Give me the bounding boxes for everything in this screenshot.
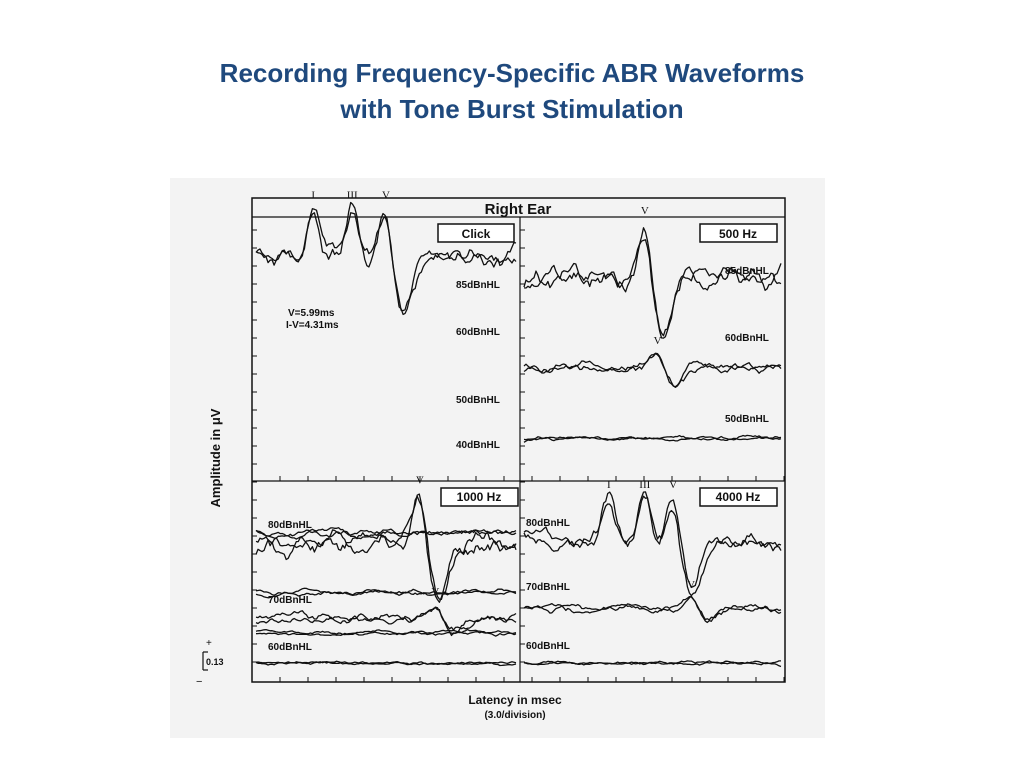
level-label-1000-60dBnHL: 60dBnHL [268, 642, 312, 653]
stimulus-label-click: Click [461, 227, 491, 241]
stimulus-box-1000hz [441, 488, 518, 506]
waveform-trace-500-60dBnHL-rep2 [524, 354, 781, 387]
stimulus-label-1000hz: 1000 Hz [456, 490, 502, 504]
slide-title-line-1: Recording Frequency-Specific ABR Waveforms [219, 58, 805, 88]
slide-title-line-2: with Tone Burst Stimulation [340, 94, 684, 124]
level-label-500-60dBnHL: 60dBnHL [725, 333, 769, 344]
level-label-click-60dBnHL: 60dBnHL [456, 327, 500, 338]
peak-label-click-V: V [382, 189, 390, 202]
stimulus-box-500hz [700, 224, 777, 242]
level-label-1000-70dBnHL: 70dBnHL [268, 595, 312, 606]
slide-title [0, 55, 1024, 127]
x-axis-sublabel: (3.0/division) [484, 710, 546, 721]
chart-title: Right Ear [484, 201, 552, 218]
waveform-traces [256, 203, 781, 667]
y-axis-label: Amplitude in μV [208, 408, 223, 508]
waveform-trace-1000-80dBnHL-rep2 [256, 494, 516, 602]
scale-bar-plus: + [206, 638, 212, 649]
axis-ticks [252, 230, 784, 682]
scale-bar-minus: − [196, 676, 203, 688]
level-label-click-85dBnHL: 85dBnHL [456, 280, 500, 291]
peak-label-4000-I: I [606, 479, 611, 491]
waveform-trace-1000-70dBnHL-rep1 [256, 608, 516, 630]
waveform-trace-1000-80dBnHL-rep1 [256, 496, 516, 599]
trace-labels [268, 190, 769, 654]
peak-label-500-V: V [653, 334, 662, 347]
level-label-500-50dBnHL: 50dBnHL [725, 414, 769, 425]
waveform-trace-500-60dBnHL-rep1 [524, 353, 781, 387]
peak-label-4000-V: V [669, 479, 678, 491]
level-label-4000-60dBnHL: 60dBnHL [526, 641, 570, 652]
stimulus-box-click [438, 224, 514, 242]
x-axis-label: Latency in msec [468, 693, 562, 707]
peak-label-click-III: III [346, 189, 358, 202]
peak-label-500-V: V [640, 205, 649, 217]
peak-label-1000-V: V [431, 586, 440, 599]
waveform-trace-500-85dBnHL-rep2 [524, 228, 781, 338]
amplitude-scale-bar [196, 638, 224, 688]
abr-waveform-chart [170, 178, 825, 738]
waveform-trace-4000-70dBnHL-rep2 [524, 596, 781, 620]
scale-bar-value: 0.13 [206, 657, 224, 667]
peak-label-click-I: I [311, 189, 316, 202]
stimulus-label-500hz: 500 Hz [718, 227, 758, 241]
peak-label-1000-V: V [415, 474, 424, 487]
level-label-4000-70dBnHL: 70dBnHL [526, 582, 570, 593]
level-label-500-85dBnHL: 85dBnHL [725, 266, 769, 277]
peak-label-4000-III: III [639, 479, 651, 491]
level-label-4000-80dBnHL: 80dBnHL [526, 518, 570, 529]
level-label-click-50dBnHL: 50dBnHL [456, 395, 500, 406]
peak-label-4000-V: V [687, 579, 696, 592]
annotation-i-v-interval: I-V=4.31ms [286, 320, 339, 331]
level-label-click-40dBnHL: 40dBnHL [456, 440, 500, 451]
waveform-trace-500-85dBnHL-rep1 [524, 240, 781, 336]
stimulus-box-4000hz [700, 488, 777, 506]
annotation-v-latency: V=5.99ms [288, 308, 335, 319]
abr-figure [170, 178, 825, 738]
level-label-1000-80dBnHL: 80dBnHL [268, 520, 312, 531]
stimulus-label-4000hz: 4000 Hz [715, 490, 761, 504]
